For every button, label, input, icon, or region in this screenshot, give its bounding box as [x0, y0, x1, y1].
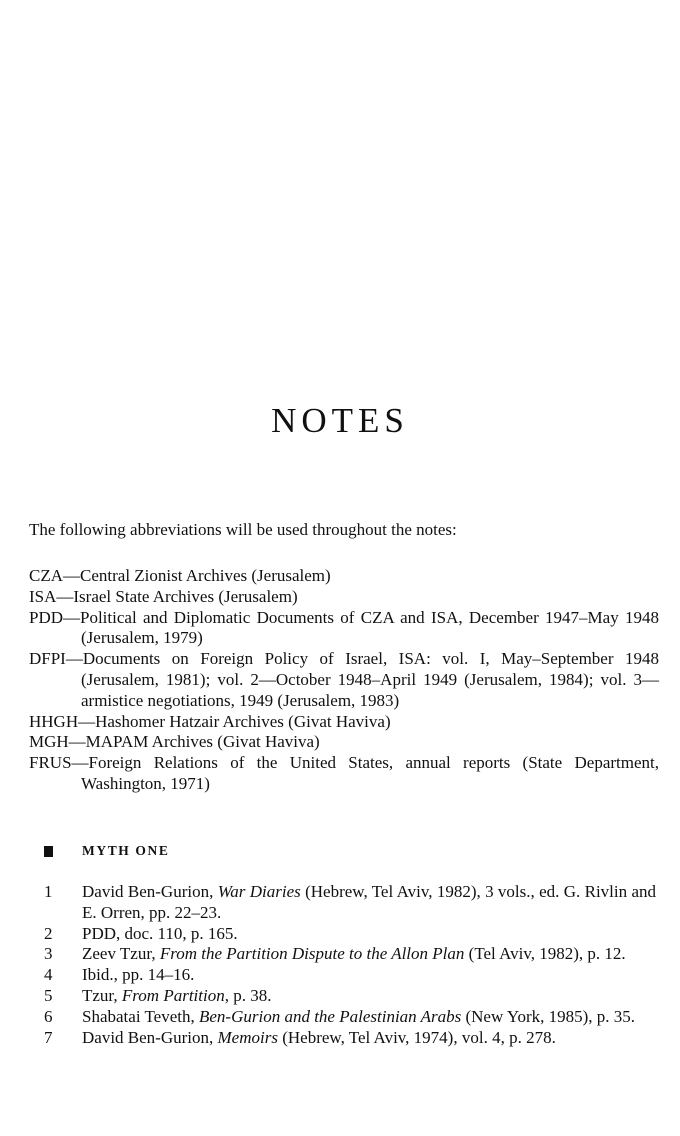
note-number: 3 — [44, 944, 53, 964]
abbreviation-item: MGH—MAPAM Archives (Givat Haviva) — [29, 732, 320, 752]
page-title: NOTES — [271, 401, 409, 441]
note-text: Tzur, From Partition, p. 38. — [82, 985, 272, 1005]
section-label: MYTH ONE — [82, 843, 170, 858]
abbreviations-intro: The following abbreviations will be used throughout the notes: — [29, 520, 457, 539]
note-item — [44, 924, 656, 945]
note-text: Zeev Tzur, From the Partition Dispute to the Allon Plan (Tel Aviv, 1982), p. 12. — [82, 944, 626, 964]
note-number: 7 — [44, 1027, 53, 1047]
note-text: David Ben-Gurion, Memoirs (Hebrew, Tel Aviv, 1974), vol. 4, p. 278. — [82, 1027, 556, 1047]
abbreviation-list — [29, 566, 659, 795]
note-text: Shabatai Teveth, Ben-Gurion and the Palestinian Arabs (New York, 1985), p. 35. — [82, 1006, 636, 1026]
note-item — [44, 1028, 656, 1049]
square-bullet-icon — [44, 846, 53, 857]
note-item — [44, 1007, 656, 1028]
note-item — [44, 986, 656, 1007]
note-item — [44, 944, 656, 965]
abbreviation-item: DFPI—Documents on Foreign Policy of Israel, ISA: vol. I, May–September 1948 (Jerusalem, 1981); vol. 2—October 1948–April 1949 (Jerusalem, 1984); vol. 3—armistice negotiations, 1949 (Jerusalem, 1983) — [29, 649, 659, 710]
note-text: PDD, doc. 110, p. 165. — [82, 923, 238, 943]
note-number: 1 — [44, 882, 53, 901]
note-number: 5 — [44, 985, 53, 1005]
note-text: David Ben-Gurion, War Diaries (Hebrew, Tel Aviv, 1982), 3 vols., ed. G. Rivlin and E. Orren, pp. 22–23. — [82, 882, 656, 922]
note-number: 6 — [44, 1006, 53, 1026]
abbreviation-item: ISA—Israel State Archives (Jerusalem) — [29, 586, 298, 606]
abbreviation-item: HHGH—Hashomer Hatzair Archives (Givat Haviva) — [29, 711, 391, 731]
notes-list — [44, 882, 656, 1048]
abbreviation-item: CZA—Central Zionist Archives (Jerusalem) — [29, 566, 331, 585]
note-item — [44, 965, 656, 986]
note-number: 4 — [44, 965, 53, 985]
note-item — [44, 882, 656, 924]
abbreviation-item: PDD—Political and Diplomatic Documents of CZA and ISA, December 1947–May 1948 (Jerusalem, 1979) — [29, 607, 659, 648]
note-number: 2 — [44, 923, 53, 943]
section-heading — [44, 843, 169, 859]
note-text: Ibid., pp. 14–16. — [82, 965, 195, 985]
abbreviation-item: FRUS—Foreign Relations of the United States, annual reports (State Department, Washington, 1971) — [29, 753, 659, 793]
